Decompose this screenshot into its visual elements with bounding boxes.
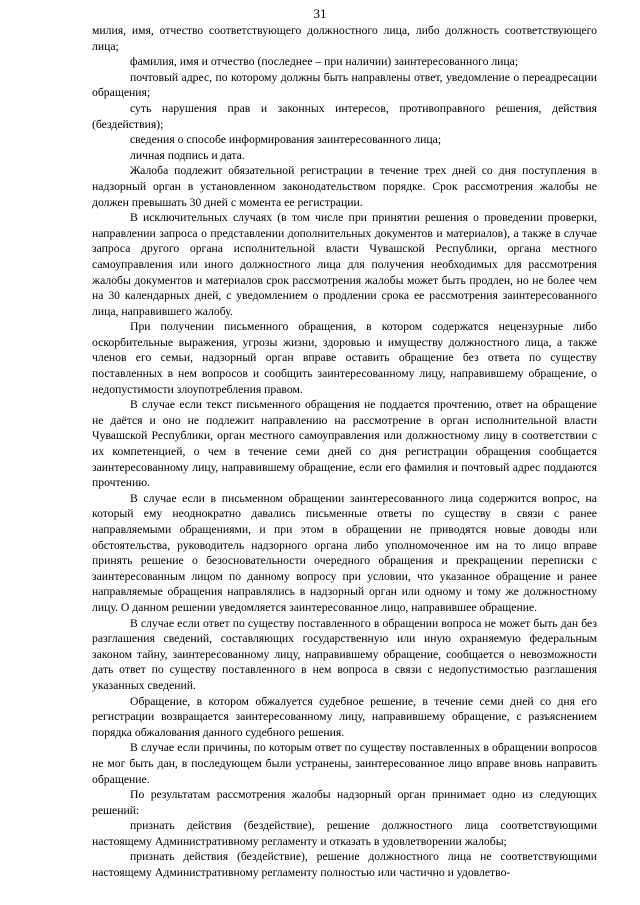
paragraph: признать действия (бездействие), решение должностного лица соответствующими настоящему Административному регламенту и отказать в удовлетворении жалобы; — [92, 819, 597, 848]
paragraph: фамилия, имя и отчество (последнее – при наличии) заинтересованного лица; — [130, 55, 519, 69]
paragraph: Жалоба подлежит обязательной регистрации в течение трех дней со дня поступления в надзорный орган в установленном законодательством порядке. Срок рассмотрения жалобы не должен превышать 30 дней с момента ее регистрации. — [92, 164, 597, 209]
paragraph: милия, имя, отчество соответствующего должностного лица, либо должность соответствующего лица; — [92, 24, 597, 53]
paragraph: личная подпись и дата. — [130, 148, 245, 162]
paragraph: Обращение, в котором обжалуется судебное решение, в течение семи дней со дня его регистрации возвращается заинтересованному лицу, направившему обращение, с разъяснением порядка обжалования данного судебного решения. — [92, 694, 597, 739]
document-body — [92, 23, 597, 881]
paragraph: При получении письменного обращения, в котором содержатся нецензурные либо оскорбительные выражения, угрозы жизни, здоровью и имуществу должностного лица, а также членов его семьи, надзорный орган вправе оставить обращение без ответа по существу поставленных в нем вопросов и сообщить заинтересованному лицу, направившему обращение, о недопустимости злоупотребления правом. — [92, 320, 597, 396]
paragraph: В случае если причины, по которым ответ по существу поставленных в обращении вопросов не мог быть дан, в последующем были устранены, заинтересованное лицо вправе вновь направить обращение. — [92, 741, 597, 786]
paragraph: почтовый адрес, по которому должны быть направлены ответ, уведомление о переадресации обращения; — [92, 70, 597, 100]
paragraph: В случае если ответ по существу поставленного в обращении вопроса не может быть дан без разглашения сведений, составляющих государственную или иную охраняемую федеральным законом тайну, заинтересованному лицу, направившему обращение, сообщается о невозможности дать ответ по существу поставленного в нем вопроса в связи с недопустимостью разглашения указанных сведений. — [92, 616, 597, 692]
paragraph: В исключительных случаях (в том числе при принятии решения о проведении проверки, направлении запроса о представлении дополнительных документов и материалов), а также в случае запроса другого органа исполнительной власти Чувашской Республики, органа местного самоуправления или иного должностного лица для получения необходимых для рассмотрения жалобы документов и материалов срок рассмотрения жалобы может быть продлен, но не более чем на 30 календарных дней, с уведомлением о продлении срока ее рассмотрения заинтересованного лица, направившего жалобу. — [92, 211, 597, 318]
page-number: 31 — [313, 6, 327, 21]
paragraph: признать действия (бездействие), решение должностного лица не соответствующими настоящему Административному регламенту полностью или частично и удовлетво- — [92, 850, 597, 880]
paragraph: В случае если в письменном обращении заинтересованного лица содержится вопрос, на который ему неоднократно давались письменные ответы по существу в связи с ранее направляемыми обращениями, и при этом в обращении не приводятся новые доводы или обстоятельства, руководитель надзорного органа либо уполномоченное им на то лицо вправе принять решение о безосновательности очередного обращения и прекращении переписки с заинтересованным лицом по данному вопросу при условии, что указанное обращение и ранее направляемые обращения направлялись в надзорный орган или одному и тому же должностному лицу. О данном решении уведомляется заинтересованное лицо, направившее обращение. — [92, 491, 597, 614]
paragraph: По результатам рассмотрения жалобы надзорный орган принимает одно из следующих решений: — [92, 788, 597, 817]
paragraph: В случае если текст письменного обращения не поддается прочтению, ответ на обращение не даётся и оно не подлежит направлению на рассмотрение в орган исполнительной власти Чувашской Республики, орган местного самоуправления или должностному лицу в соответствии с их компетенцией, о чем в течение семи дней со дня регистрации обращения сообщается заинтересованному лицу, направившему обращение, если его фамилия и почтовый адрес поддаются прочтению. — [92, 398, 597, 490]
paragraph: сведения о способе информирования заинтересованного лица; — [130, 133, 442, 147]
paragraph: суть нарушения прав и законных интересов, противоправного решения, действия (бездействия); — [92, 101, 597, 131]
